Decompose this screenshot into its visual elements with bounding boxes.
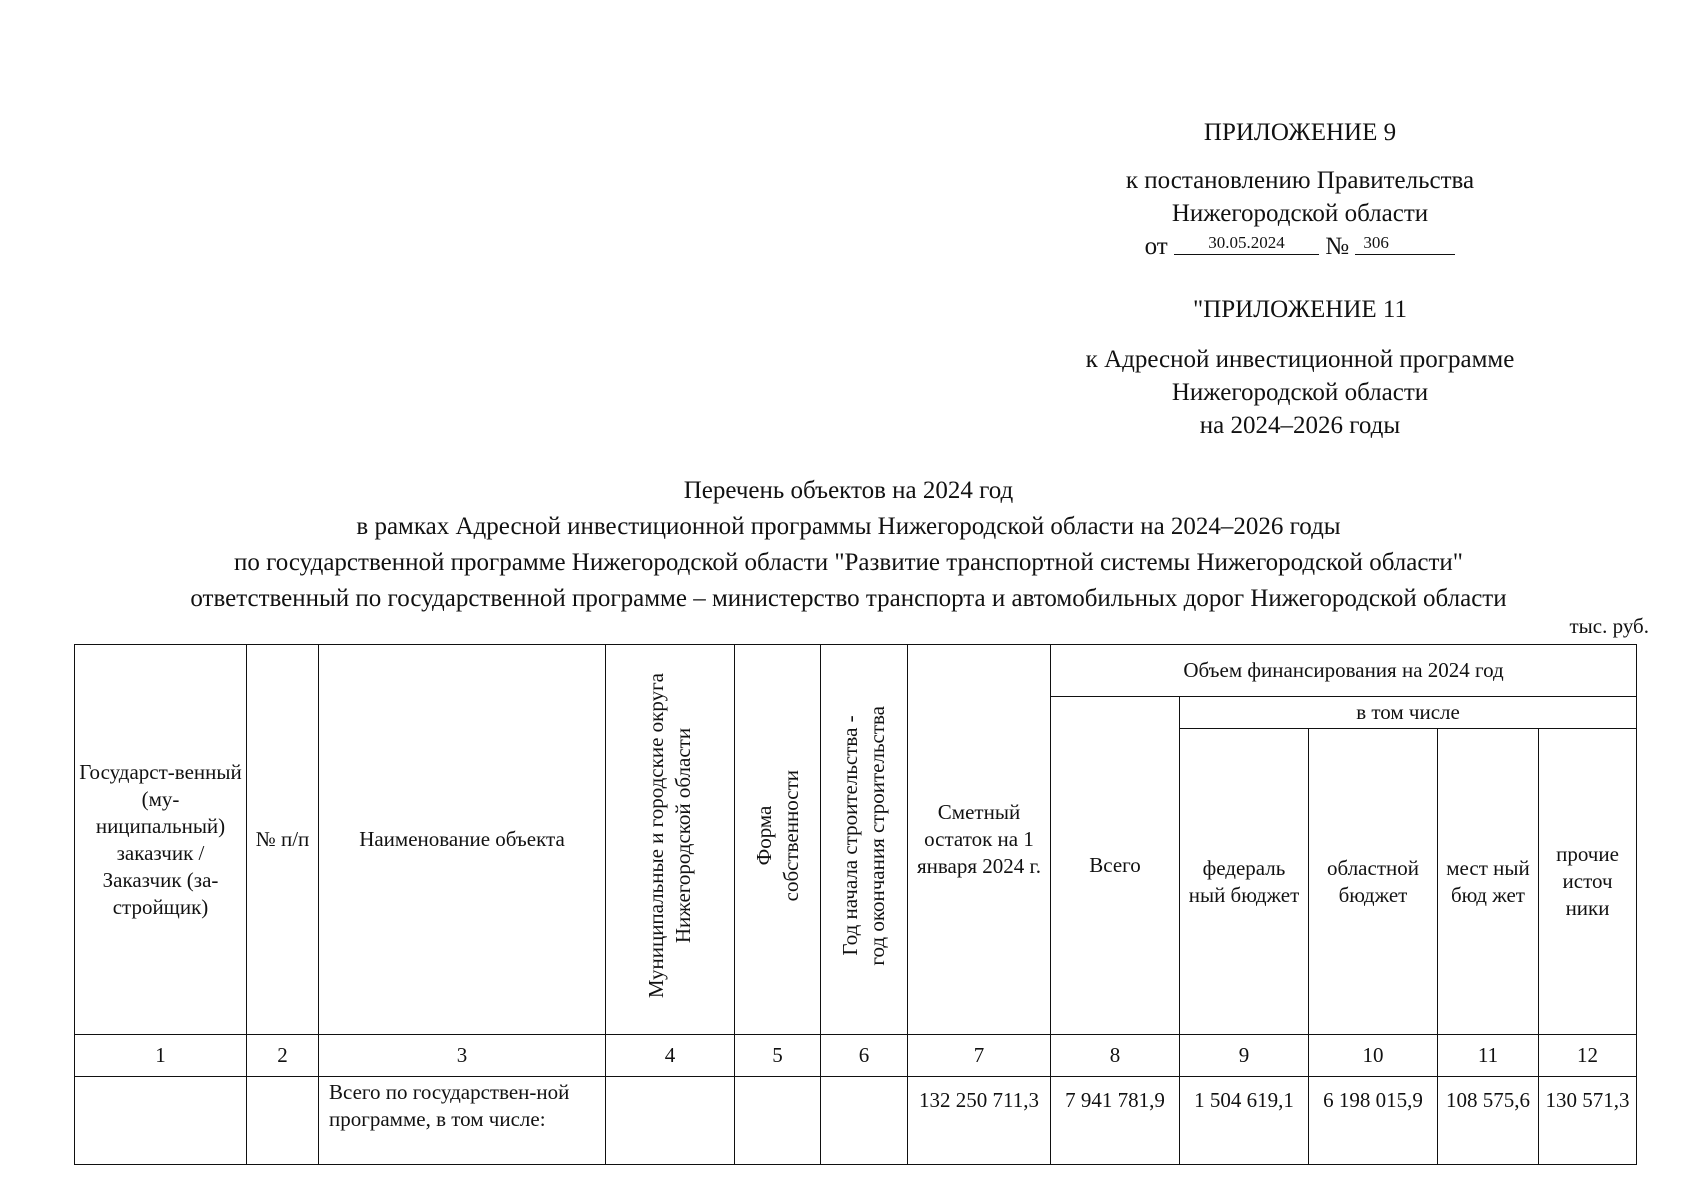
cell-customer	[75, 1077, 247, 1165]
cell-construction-years	[821, 1077, 908, 1165]
column-number: 4	[606, 1035, 735, 1077]
header-object-name: Наименование объекта	[319, 645, 606, 1035]
decree-date: 30.05.2024	[1174, 232, 1319, 255]
header-construction-years	[821, 645, 908, 1035]
header-local-budget: мест ный бюд жет	[1438, 729, 1539, 1035]
cell-federal-budget: 1 504 619,1	[1180, 1077, 1309, 1165]
header-ownership	[735, 645, 821, 1035]
column-number: 10	[1309, 1035, 1438, 1077]
cell-row-number	[247, 1077, 319, 1165]
decree-reference-line1: к постановлению Правительства	[1125, 167, 1475, 194]
column-number: 1	[75, 1035, 247, 1077]
decree-date-number-line	[1000, 230, 1600, 263]
appendix-9-title: ПРИЛОЖЕНИЕ 9	[1203, 119, 1397, 146]
document-title-line3: по государственной программе Нижегородской области "Развитие транспортной системы Нижегородской области"	[234, 549, 1463, 576]
header-regional-budget: областной бюджет	[1309, 729, 1438, 1035]
cell-total: 7 941 781,9	[1051, 1077, 1180, 1165]
header-districts-line1: Муниципальные и городские округа	[644, 673, 668, 999]
column-number: 9	[1180, 1035, 1309, 1077]
header-districts	[606, 645, 735, 1035]
column-number: 11	[1438, 1035, 1539, 1077]
program-reference-line3: на 2024–2026 годы	[1199, 412, 1401, 439]
header-districts-line2: Нижегородской области	[671, 728, 695, 944]
column-number: 5	[735, 1035, 821, 1077]
document-title-line4: ответственный по государственной программе – министерство транспорта и автомобильных дорог Нижегородской области	[190, 585, 1507, 612]
cell-regional-budget: 6 198 015,9	[1309, 1077, 1438, 1165]
program-reference-line1: к Адресной инвестиционной программе	[1085, 346, 1515, 373]
header-funding-2024: Объем финансирования на 2024 год	[1051, 645, 1637, 697]
cell-districts	[606, 1077, 735, 1165]
program-reference-line2: Нижегородской области	[1171, 379, 1429, 406]
decree-reference-line2: Нижегородской области	[1171, 200, 1429, 227]
column-number: 2	[247, 1035, 319, 1077]
column-number: 3	[319, 1035, 606, 1077]
cell-object-name: Всего по государствен-ной программе, в том числе:	[319, 1077, 606, 1165]
column-number: 8	[1051, 1035, 1180, 1077]
column-number: 12	[1539, 1035, 1637, 1077]
header-including: в том числе	[1180, 697, 1637, 729]
document-title	[0, 473, 1697, 617]
header-construction-years-line1: Год начала строительства -	[838, 715, 862, 957]
document-title-line2: в рамках Адресной инвестиционной программы Нижегородской области на 2024–2026 годы	[356, 513, 1341, 540]
document-title-line1: Перечень объектов на 2024 год	[683, 477, 1014, 504]
from-label: от	[1144, 233, 1168, 260]
header-construction-years-line2: год окончания строительства	[865, 706, 889, 966]
header-ownership-line1: Форма	[751, 806, 776, 866]
table-row	[75, 1077, 1637, 1165]
units-label: тыс. руб.	[1569, 614, 1649, 638]
decree-number: 306	[1355, 232, 1455, 255]
header-other-sources: прочие источ ники	[1539, 729, 1637, 1035]
header-federal-budget: федераль ный бюджет	[1180, 729, 1309, 1035]
cell-estimated-balance: 132 250 711,3	[908, 1077, 1051, 1165]
program-reference	[1000, 343, 1600, 442]
header-customer: Государст-венный (му-ниципальный) заказчик / Заказчик (за-стройщик)	[75, 645, 247, 1035]
header-ownership-line2: собственности	[778, 770, 803, 902]
header-total: Всего	[1051, 697, 1180, 1035]
header-row-number: № п/п	[247, 645, 319, 1035]
decree-reference	[1000, 164, 1600, 230]
cell-local-budget: 108 575,6	[1438, 1077, 1539, 1165]
column-number: 6	[821, 1035, 908, 1077]
financing-table	[74, 644, 1637, 1165]
header-estimated-balance: Сметный остаток на 1 января 2024 г.	[908, 645, 1051, 1035]
column-number: 7	[908, 1035, 1051, 1077]
appendix-11-title: "ПРИЛОЖЕНИЕ 11	[1193, 296, 1407, 323]
number-sign: №	[1325, 233, 1350, 260]
cell-ownership	[735, 1077, 821, 1165]
cell-other-sources: 130 571,3	[1539, 1077, 1637, 1165]
